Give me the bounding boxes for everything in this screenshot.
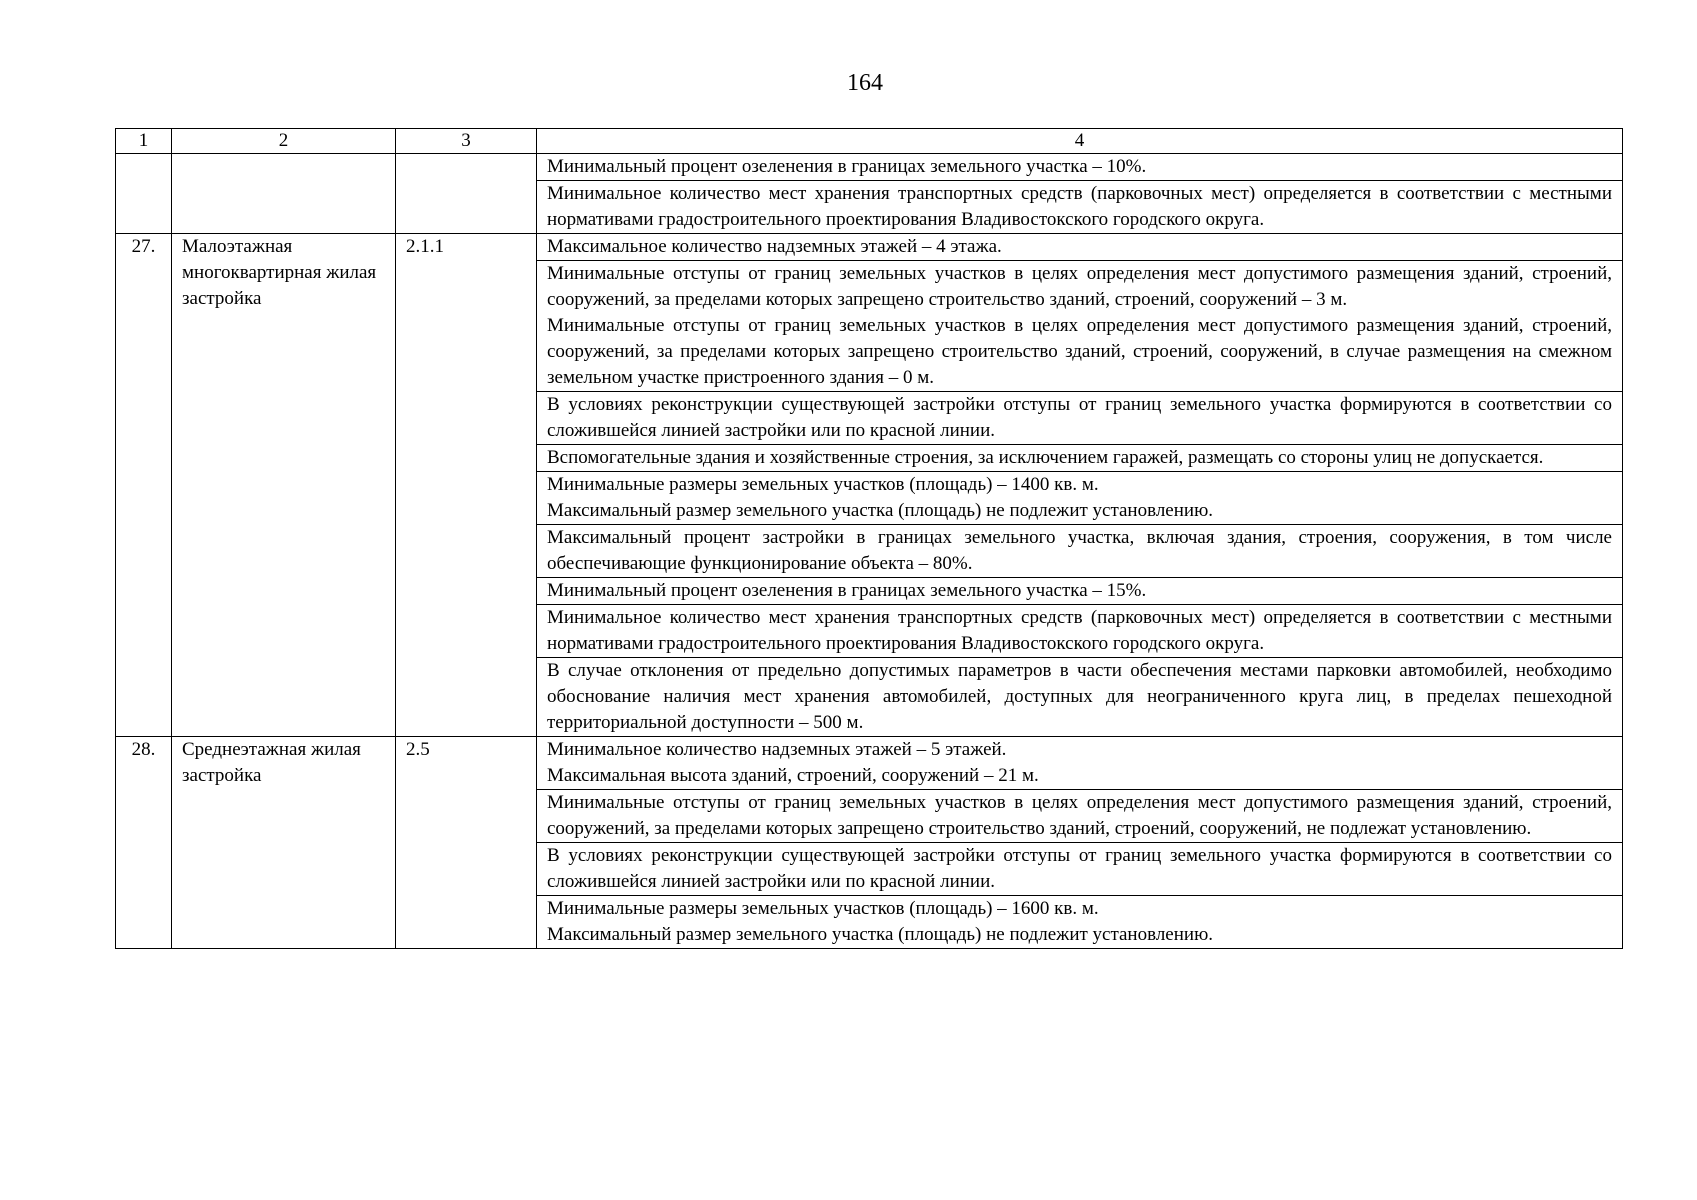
parameter-text: Максимальный размер земельного участка (площадь) не подлежит установлению. xyxy=(547,924,1214,945)
parameter-cell xyxy=(537,605,1623,658)
parameter-cell xyxy=(537,181,1623,234)
column-header: 3 xyxy=(396,129,537,154)
row-number: 27. xyxy=(116,234,172,737)
parameter-cell xyxy=(537,658,1623,737)
parameter-text: Минимальные размеры земельных участков (площадь) – 1400 кв. м. xyxy=(547,474,1099,495)
parameter-text: Минимальное количество надземных этажей – 5 этажей. xyxy=(547,739,1007,760)
use-type-code: 2.1.1 xyxy=(396,234,537,737)
parameter-cell xyxy=(537,445,1623,472)
parameter-cell xyxy=(537,843,1623,896)
parameter-cell xyxy=(537,472,1623,525)
parameter-text: Максимальный процент застройки в границах земельного участка, включая здания, строения, сооружения, в том числе обеспечивающие функционирование объекта – 80%. xyxy=(547,527,1612,574)
parameter-text: В случае отклонения от предельно допустимых параметров в части обеспечения местами парковки автомобилей, необходимо обоснование наличия мест хранения автомобилей, доступных для неограниченного круга лиц, в пределах пешеходной территориальной доступности – 500 м. xyxy=(547,660,1612,733)
parameter-text: Минимальные отступы от границ земельных участков в целях определения мест допустимого размещения зданий, строений, сооружений, за пределами которых запрещено строительство зданий, строений, сооружений, в случае размещения на смежном земельном участке пристроенного здания – 0 м. xyxy=(547,315,1612,388)
parameter-cell xyxy=(537,261,1623,392)
parameter-text: Минимальные отступы от границ земельных участков в целях определения мест допустимого размещения зданий, строений, сооружений, за пределами которых запрещено строительство зданий, строений, сооружений – 3 м. xyxy=(547,263,1612,310)
zoning-parameters-table xyxy=(115,128,1623,949)
column-header: 4 xyxy=(537,129,1623,154)
parameter-text: Минимальные отступы от границ земельных участков в целях определения мест допустимого размещения зданий, строений, сооружений, за пределами которых запрещено строительство зданий, строений, сооружений, не подлежат установлению. xyxy=(547,792,1612,839)
parameter-cell xyxy=(537,737,1623,790)
parameter-text: Максимальное количество надземных этажей – 4 этажа. xyxy=(547,236,1002,257)
parameter-text: Минимальное количество мест хранения транспортных средств (парковочных мест) определяется в соответствии с местными нормативами градостроительного проектирования Владивостокского городского округа. xyxy=(547,183,1612,230)
parameter-text: В условиях реконструкции существующей застройки отступы от границ земельного участка формируются в соответствии со сложившейся линией застройки или по красной линии. xyxy=(547,845,1612,892)
page-number: 164 xyxy=(847,70,883,96)
parameter-text: Минимальные размеры земельных участков (площадь) – 1600 кв. м. xyxy=(547,898,1099,919)
use-type-code xyxy=(396,154,537,234)
parameter-cell xyxy=(537,578,1623,605)
column-header: 2 xyxy=(172,129,396,154)
header-row xyxy=(116,129,1623,154)
parameter-text: Максимальная высота зданий, строений, сооружений – 21 м. xyxy=(547,765,1039,786)
parameter-cell xyxy=(537,790,1623,843)
table-row xyxy=(116,737,1623,790)
parameter-text: Максимальный размер земельного участка (площадь) не подлежит установлению. xyxy=(547,500,1214,521)
parameter-cell xyxy=(537,234,1623,261)
parameter-cell xyxy=(537,392,1623,445)
parameter-cell xyxy=(537,896,1623,949)
parameter-text: Вспомогательные здания и хозяйственные строения, за исключением гаражей, размещать со стороны улиц не допускается. xyxy=(547,447,1544,468)
use-type-name: Среднеэтажная жилая застройка xyxy=(172,737,396,949)
parameter-text: Минимальный процент озеленения в границах земельного участка – 15%. xyxy=(547,580,1147,601)
row-number: 28. xyxy=(116,737,172,949)
table-row xyxy=(116,154,1623,181)
parameter-text: Минимальный процент озеленения в границах земельного участка – 10%. xyxy=(547,156,1147,177)
parameter-cell xyxy=(537,154,1623,181)
use-type-code: 2.5 xyxy=(396,737,537,949)
use-type-name: Малоэтажная многоквартирная жилая застройка xyxy=(172,234,396,737)
table-row xyxy=(116,234,1623,261)
parameter-text: Минимальное количество мест хранения транспортных средств (парковочных мест) определяется в соответствии с местными нормативами градостроительного проектирования Владивостокского городского округа. xyxy=(547,607,1612,654)
parameter-text: В условиях реконструкции существующей застройки отступы от границ земельного участка формируются в соответствии со сложившейся линией застройки или по красной линии. xyxy=(547,394,1612,441)
row-number xyxy=(116,154,172,234)
use-type-name xyxy=(172,154,396,234)
column-header: 1 xyxy=(116,129,172,154)
parameter-cell xyxy=(537,525,1623,578)
